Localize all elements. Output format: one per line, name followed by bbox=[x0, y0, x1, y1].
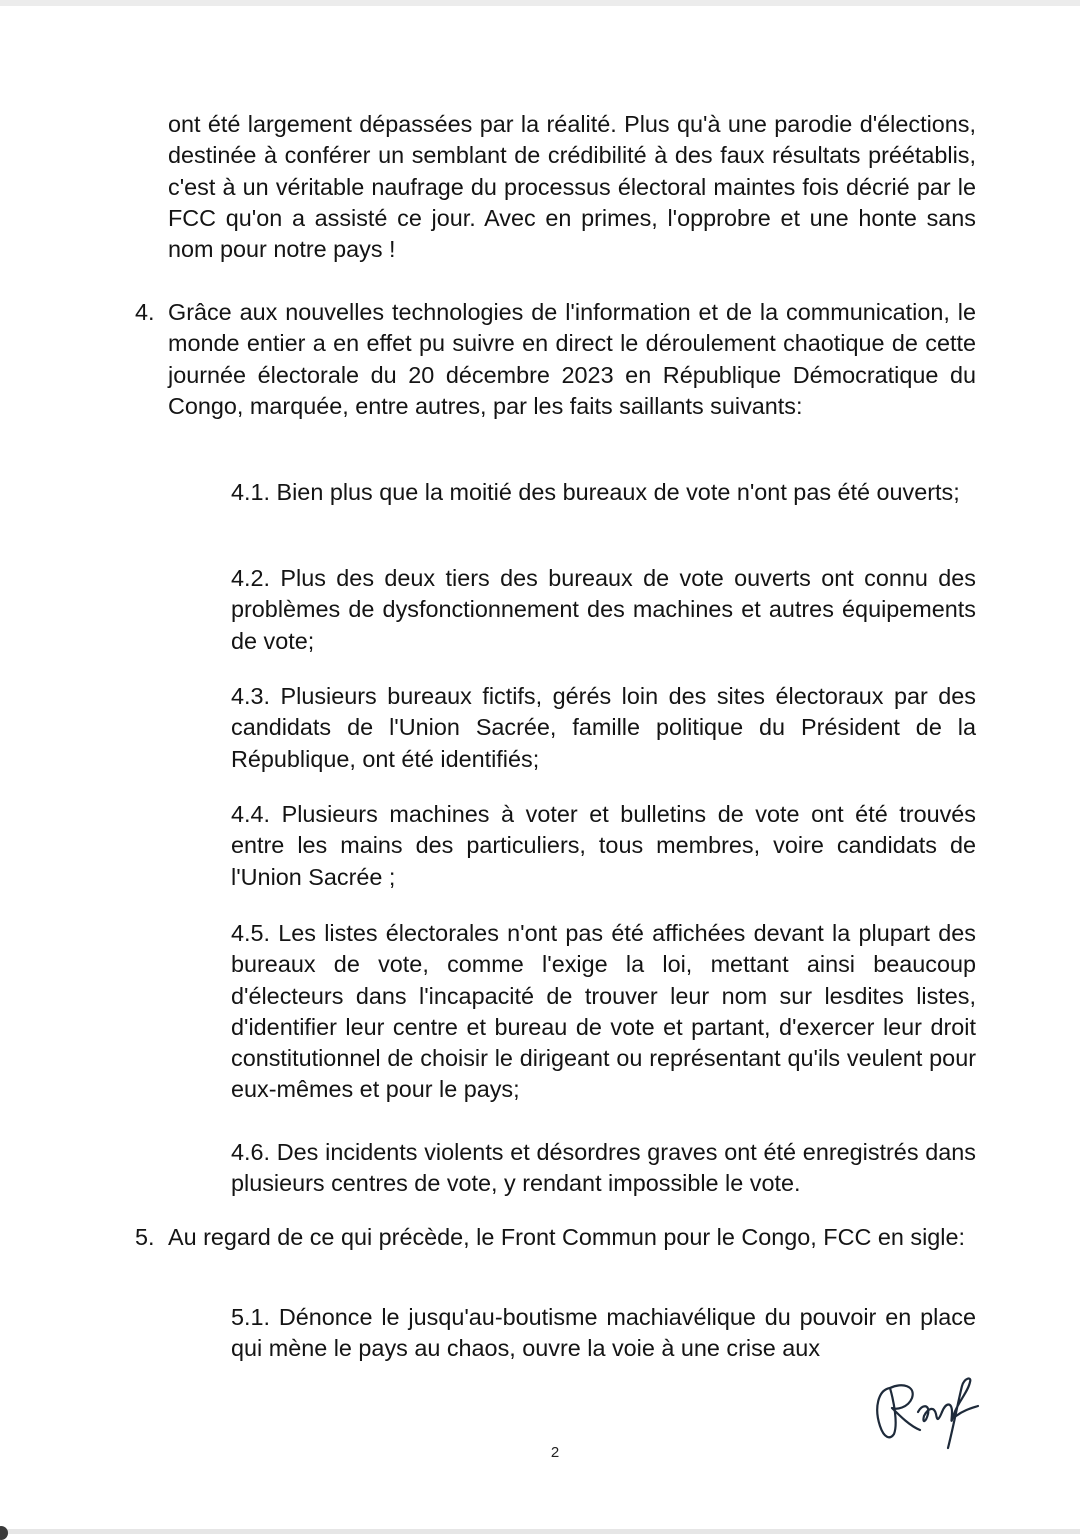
subpoint-4-1: 4.1. Bien plus que la moitié des bureaux de vote n'ont pas été ouverts; bbox=[231, 479, 960, 505]
subpoint-4-4: 4.4. Plusieurs machines à voter et bulletins de vote ont été trouvés entre les mains des particuliers, tous membres, voire candidats de l'Union Sacrée ; bbox=[231, 801, 976, 890]
scan-top-edge bbox=[0, 0, 1080, 6]
point-5-text: Au regard de ce qui précède, le Front Commun pour le Congo, FCC en sigle: bbox=[168, 1224, 965, 1250]
point-4-number: 4. bbox=[135, 299, 155, 325]
scan-bottom-edge bbox=[0, 1529, 1080, 1534]
page-number: 2 bbox=[550, 1444, 560, 1461]
subpoint-5-1: 5.1. Dénonce le jusqu'au-boutisme machiavélique du pouvoir en place qui mène le pays au chaos, ouvre la voie à une crise aux bbox=[231, 1304, 976, 1362]
scan-corner-mark bbox=[0, 1526, 8, 1540]
subpoint-4-2: 4.2. Plus des deux tiers des bureaux de vote ouverts ont connu des problèmes de dysfonctionnement des machines et autres équipements de vote; bbox=[231, 565, 976, 654]
intro-paragraph: ont été largement dépassées par la réalité. Plus qu'à une parodie d'élections, destinée à conférer un semblant de crédibilité à des faux résultats préétablis, c'est à un véritable naufrage du processus électoral maintes fois décrié par le FCC qu'on a assisté ce jour. Avec en primes, l'opprobre et une honte sans nom pour notre pays ! bbox=[168, 111, 976, 263]
subpoint-4-3: 4.3. Plusieurs bureaux fictifs, gérés loin des sites électoraux par des candidats de l'Union Sacrée, famille politique du Président de la République, ont été identifiés; bbox=[231, 683, 976, 772]
subpoint-4-6: 4.6. Des incidents violents et désordres graves ont été enregistrés dans plusieurs centres de vote, y rendant impossible le vote. bbox=[231, 1139, 976, 1197]
subpoint-4-5: 4.5. Les listes électorales n'ont pas été affichées devant la plupart des bureaux de vote, comme l'exige la loi, mettant ainsi beaucoup d'électeurs dans l'incapacité de trouver leur nom sur lesdites listes, d'identifier leur centre et bureau de vote et partant, d'exercer leur droit constitutionnel de choisir le dirigeant ou représentant qu'ils veulent pour eux-mêmes et pour le pays; bbox=[231, 920, 976, 1103]
handwritten-signature bbox=[860, 1368, 990, 1460]
point-4-text: Grâce aux nouvelles technologies de l'information et de la communication, le monde entier a en effet pu suivre en direct le déroulement chaotique de cette journée électorale du 20 décembre 2023 en République Démocratique du Congo, marquée, entre autres, par les faits saillants suivants: bbox=[168, 299, 976, 419]
point-5-number: 5. bbox=[135, 1224, 155, 1250]
